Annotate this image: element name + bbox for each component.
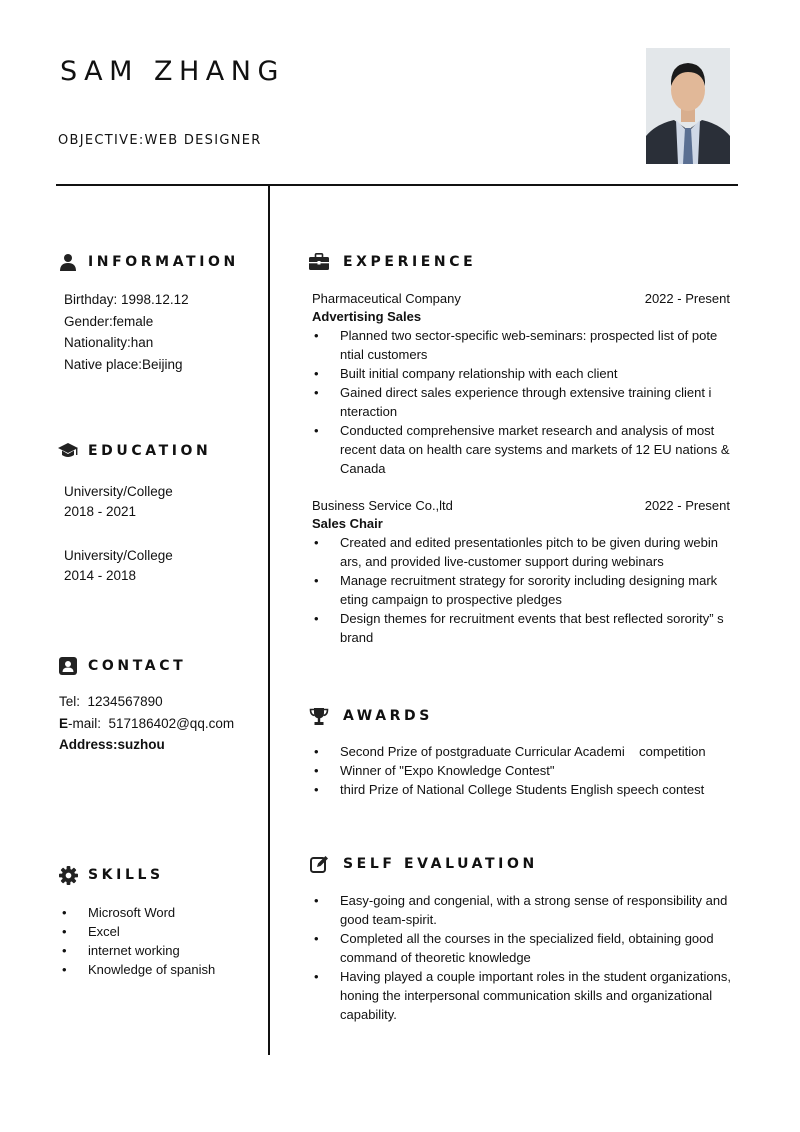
skills-list xyxy=(60,903,260,979)
edit-icon xyxy=(309,854,329,874)
column-divider xyxy=(268,186,270,1055)
email-value: 517186402@qq.com xyxy=(108,715,235,731)
job-bullet: • Created and edited presentationles pitch to be given during webin ars, and provided live-customer support during webinars xyxy=(312,533,730,571)
education-entry xyxy=(64,546,173,586)
tel-value: 1234567890 xyxy=(87,694,163,709)
job-bullets xyxy=(312,533,730,647)
job-bullet: • Gained direct sales experience through extensive training client i nteraction xyxy=(312,383,730,421)
experience-section-header xyxy=(309,252,476,272)
job-entry xyxy=(312,290,730,478)
education-school: University/College xyxy=(64,548,173,563)
job-company: Business Service Co.,ltd xyxy=(312,498,453,513)
awards-title: AWARDS xyxy=(343,708,433,724)
awards-list xyxy=(312,742,732,799)
job-bullet: • Design themes for recruitment events that best reflected sorority” s brand xyxy=(312,609,730,647)
job-date: 2022 - Present xyxy=(644,498,730,513)
skills-section-header xyxy=(58,865,164,885)
evaluation-item: • Completed all the courses in the specialized field, obtaining good command of theoretic knowledge xyxy=(312,929,732,967)
header-divider xyxy=(56,184,738,186)
contact-address: Address:suzhou xyxy=(59,737,165,752)
gear-icon xyxy=(58,865,78,885)
self-evaluation-list xyxy=(312,891,732,1024)
awards-section-header xyxy=(309,706,433,726)
email-label-bold: E xyxy=(59,715,69,731)
evaluation-item: • Easy-going and congenial, with a strong sense of responsibility and good team-spirit. xyxy=(312,891,732,929)
education-school: University/College xyxy=(64,484,173,499)
education-entry xyxy=(64,482,173,522)
education-section-header xyxy=(58,441,211,461)
job-entry xyxy=(312,497,730,647)
evaluation-item: • Having played a couple important roles in the student organizations, honing the interpersonal communication skills and organizational capability. xyxy=(312,967,732,1024)
briefcase-icon xyxy=(309,252,329,272)
job-bullet: • Built initial company relationship with each client xyxy=(312,364,730,383)
nationality: Nationality:han xyxy=(64,335,154,350)
contact-card-icon xyxy=(58,656,78,676)
email-label: -mail: xyxy=(68,715,102,731)
native-place: Native place:Beijing xyxy=(64,356,183,372)
job-bullet: • Planned two sector-specific web-seminars: prospected list of pote ntial customers xyxy=(312,326,730,364)
job-bullet: • Conducted comprehensive market research and analysis of most recent data on health care systems and markets of 12 EU nations & Canada xyxy=(312,421,730,478)
skill-item: • internet working xyxy=(60,941,260,960)
job-bullets xyxy=(312,326,730,478)
skill-item: • Knowledge of spanish xyxy=(60,960,260,979)
trophy-icon xyxy=(309,706,329,726)
education-years: 2014 - 2018 xyxy=(64,568,137,583)
skills-title: SKILLS xyxy=(88,867,164,883)
contact-section-header xyxy=(58,656,186,676)
education-years: 2018 - 2021 xyxy=(64,504,137,519)
award-item: • third Prize of National College Students English speech contest xyxy=(312,780,732,799)
information-section-header xyxy=(58,252,239,272)
education-title: EDUCATION xyxy=(88,443,212,459)
skill-item: • Excel xyxy=(60,922,260,941)
information-list xyxy=(64,289,189,375)
contact-tel xyxy=(59,691,234,713)
birthday: Birthday: 1998.12.12 xyxy=(64,292,189,307)
user-icon xyxy=(58,252,78,272)
award-item: • Winner of "Expo Knowledge Contest" xyxy=(312,761,732,780)
gender: Gender:female xyxy=(64,313,154,329)
profile-photo xyxy=(646,48,730,164)
job-role: Sales Chair xyxy=(312,516,383,531)
job-bullet: • Manage recruitment strategy for sorority including designing mark eting campaign to prospective pledges xyxy=(312,571,730,609)
job-header xyxy=(312,290,730,308)
contact-title: CONTACT xyxy=(88,658,187,674)
experience-title: EXPERIENCE xyxy=(343,254,477,270)
contact-email xyxy=(59,713,234,735)
contact-list xyxy=(59,691,234,756)
information-title: INFORMATION xyxy=(88,254,239,270)
job-role: Advertising Sales xyxy=(312,309,422,324)
job-header xyxy=(312,497,730,515)
award-item: • Second Prize of postgraduate Curricular Academi competition xyxy=(312,742,732,761)
job-company: Pharmaceutical Company xyxy=(312,291,461,306)
self-evaluation-title: SELF EVALUATION xyxy=(343,856,538,872)
skill-item: • Microsoft Word xyxy=(60,903,260,922)
job-date: 2022 - Present xyxy=(644,291,730,306)
self-evaluation-section-header xyxy=(309,854,538,874)
candidate-name: SAM ZHANG xyxy=(60,56,285,87)
tel-label: Tel: xyxy=(59,694,81,709)
objective: OBJECTIVE:WEB DESIGNER xyxy=(58,133,262,148)
graduation-cap-icon xyxy=(58,441,78,461)
